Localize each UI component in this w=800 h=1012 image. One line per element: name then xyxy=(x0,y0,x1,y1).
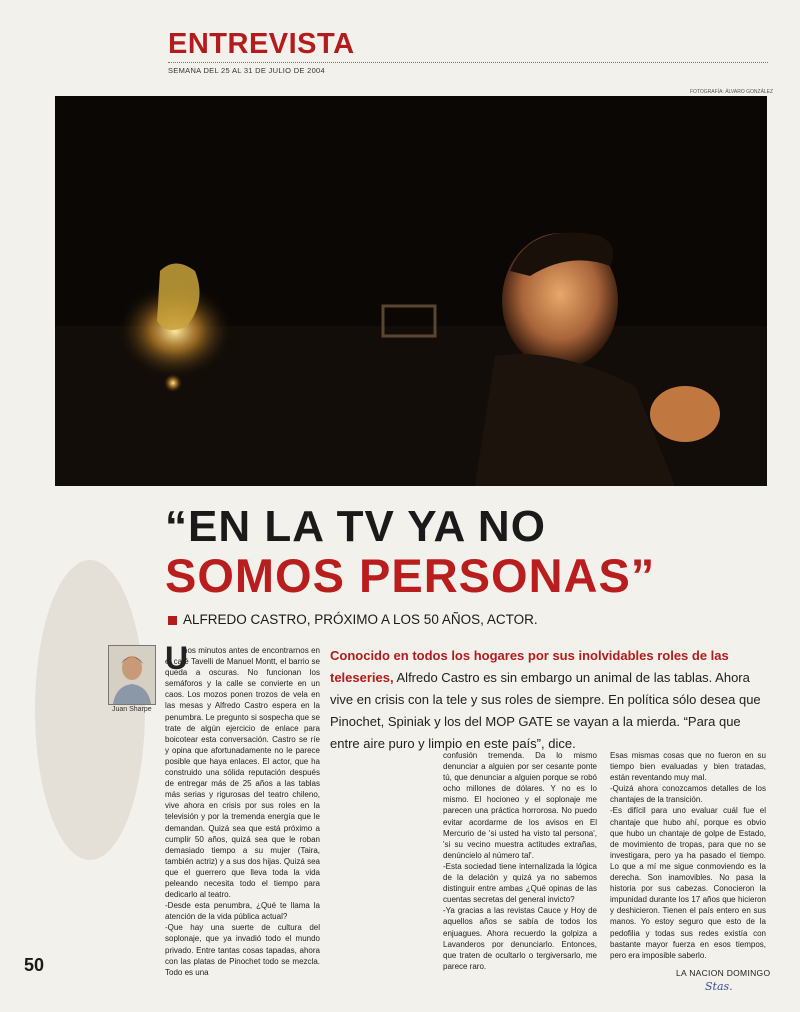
photo-illustration xyxy=(55,96,767,486)
divider xyxy=(168,62,768,63)
subheadline-text: ALFREDO CASTRO, PRÓXIMO A LOS 50 AÑOS, ACTOR. xyxy=(183,612,538,627)
headline-line-2: SOMOS PERSONAS” xyxy=(165,549,656,602)
headline-line-1: “EN LA TV YA NO xyxy=(165,502,546,551)
body-column-2: confusión tremenda. Da lo mismo denunciar a alguien por ser cesante ponte tú, que denunciar a alguien porque se robó ocho millones de dólares. Y no es lo mismo. El hocioneo y el soplonaje me parecen una práctica horrorosa. No puedo evitar acordarme de los avisos en El Mercurio de 'si usted ha visto tal persona', 'si su vecino muestra actitudes extrañas, denúncielo al número tal'. -Esta sociedad tiene internalizada la lógica de la delación y quizá ya no sabemos distinguir entre ambas ¿Qué opinas de las cuentas secretas del general invicto? -Ya gracias a las revistas Cauce y Hoy de aquellos años se sabía de todos los enjuagues. Ahora recuerdo la golpiza a Lavanderos por denunciarlo. Entonces, que traten de ocultarlo o tergiversarlo, me parece raro. xyxy=(443,751,597,971)
page-number: 50 xyxy=(24,955,45,975)
lead-paragraph xyxy=(330,645,770,755)
photo-credit: FOTOGRAFÍA: ÁLVARO GONZÁLEZ xyxy=(690,89,774,95)
handwritten-note: Stas. xyxy=(705,980,733,993)
drop-cap: U xyxy=(165,640,189,676)
feature-photo xyxy=(55,96,767,486)
lead-highlight: Conocido en todos los hogares por sus inolvidables roles de las teleseries, xyxy=(330,648,729,685)
author-photo xyxy=(108,645,156,705)
sidebar-shadow xyxy=(0,560,150,960)
publication-logo: LA NACION DOMINGO xyxy=(676,968,771,978)
lead-text: Alfredo Castro es sin embargo un animal de las tablas. Ahora vive en crisis con la tele y sus roles de siempre. En política sólo desea que Pinochet, Spiniak y los del MOP GATE se vayan a la mierda. “Para que entre aire puro y limpio en este país”, dice. xyxy=(330,670,761,751)
subheadline xyxy=(168,612,538,627)
body-column-1: nos minutos antes de encontrarnos en el café Tavelli de Manuel Montt, el barrio se queda a oscuras. No funcionan los semáforos y la calle se convierte en un caos. Los mozos ponen trozos de vela en las mesas y Alfredo Castro espera en la penumbra. Le pregunto si sospecha que se trate de algún ejercicio de enlace para boicotear esta conversación. Castro se ríe y opina que afortunadamente no le parece posible que haya enlaces. El actor, que ha construido una sólida reputación después de entregar más de 25 años a las tablas más serias y rigurosas del teatro chileno, vive ahora en crisis por sus roles en la televisión y por la tremenda energía que le demandan. Quizá sea que está próximo a cumplir 50 años, quizá sea que le roban demasiado tiempo a su mujer (Taira, también actriz) y a sus dos hijas. Quizá sea que el guerrero que lleva toda la vida peleando necesita todo el tiempo para dedicarlo al teatro. -Desde esta penumbra, ¿Qué te llama la atención de la vida pública actual? -Que hay una suerte de cultura del soplonaje, que ya invadió todo el mundo privado. Entre tantas cosas tapadas, ahora con las platas de Pinochet todo se mezcla. Todo es una xyxy=(165,646,320,977)
author-byline: Juan Sharpe xyxy=(112,706,152,713)
body-column-3: Esas mismas cosas que no fueron en su tiempo bien evaluadas y bien tratadas, están reventando muy mal. -Quizá ahora conozcamos detalles de los chantajes de la transición. -Es difícil para uno evaluar cuál fue el chantaje que hubo ahí, porque es obvio que hubo un chantaje de golpe de Estado, de movimiento de tropas, para que no se investigara, pero ya ha pasado el tiempo. Lo que a mí me sigue conmoviendo es la derecha. Son inamovibles. No pasa la historia por sus cabezas. Conocieron la impunidad durante los 17 años que hicieron y deshicieron. Tienen el país entero en sus manos. Yo estoy seguro que esto de la pedofilia y todas sus redes existía con bastante mayor fuerza en esos tiempos, pero era imposible saberlo. xyxy=(610,751,766,960)
bullet-square-icon xyxy=(168,616,177,625)
issue-date: SEMANA DEL 25 AL 31 DE JULIO DE 2004 xyxy=(168,66,325,75)
section-title: ENTREVISTA xyxy=(168,28,355,60)
